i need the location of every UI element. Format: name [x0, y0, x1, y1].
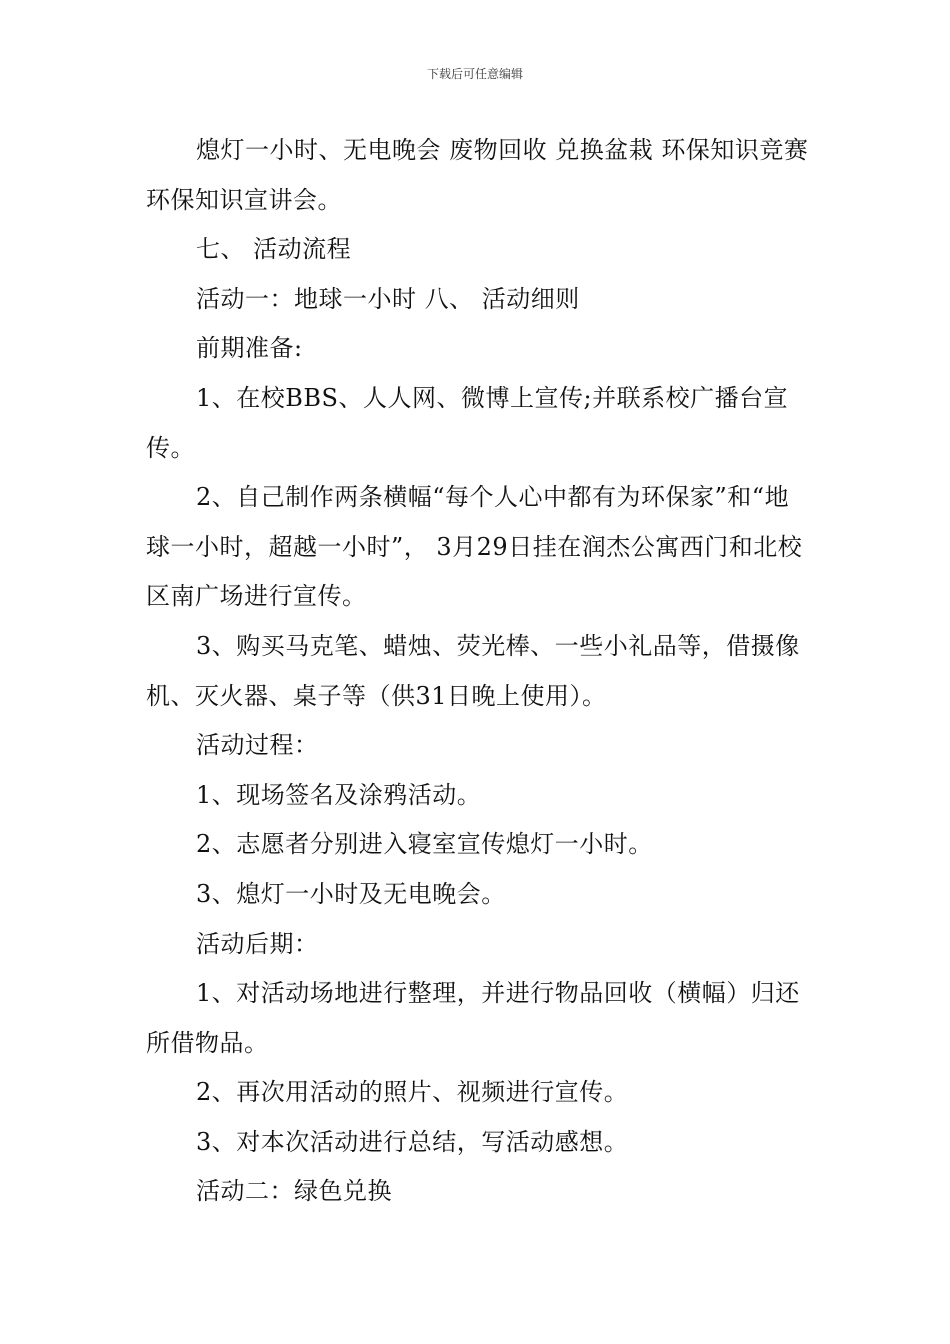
document-body: [146, 126, 811, 1217]
paragraph-activity-two: 活动二：绿色兑换: [196, 1177, 392, 1206]
paragraph-followup-heading: 活动后期：: [196, 929, 319, 958]
paragraph-activity-one: 活动一：地球一小时 八、 活动细则: [196, 284, 580, 313]
paragraph-prep-item-3: 3、购买马克笔、蜡烛、荧光棒、一些小礼品等，借摄像机、灭火器、桌子等（供31日晚上使用）。: [146, 631, 800, 710]
paragraph-process-item-3: 3、熄灯一小时及无电晚会。: [196, 879, 506, 908]
paragraph-section-seven: 七、 活动流程: [196, 235, 352, 264]
header-note: 下载后可任意编辑: [426, 67, 523, 81]
paragraph-prep-item-1: 1、在校BBS、人人网、微博上宣传;并联系校广播台宣传。: [146, 383, 789, 462]
paragraph-followup-item-3: 3、对本次活动进行总结，写活动感想。: [196, 1127, 629, 1156]
paragraph-followup-item-1: 1、对活动场地进行整理，并进行物品回收（横幅）归还所借物品。: [146, 979, 800, 1057]
paragraph-process-item-2: 2、志愿者分别进入寝室宣传熄灯一小时。: [196, 830, 653, 859]
paragraph-process-item-1: 1、现场签名及涂鸦活动。: [196, 780, 482, 809]
paragraph-activity-list: 熄灯一小时、无电晚会 废物回收 兑换盆栽 环保知识竞赛 环保知识宣讲会。: [146, 136, 809, 214]
paragraph-followup-item-2: 2、再次用活动的照片、视频进行宣传。: [196, 1078, 629, 1107]
paragraph-prep-item-2: 2、自己制作两条横幅“每个人心中都有为环保家”和“地球一小时，超越一小时”， 3月29日挂在润杰公寓西门和北校区南广场进行宣传。: [146, 483, 803, 611]
paragraph-process-heading: 活动过程：: [196, 731, 319, 760]
paragraph-preparation-heading: 前期准备:: [196, 334, 303, 363]
